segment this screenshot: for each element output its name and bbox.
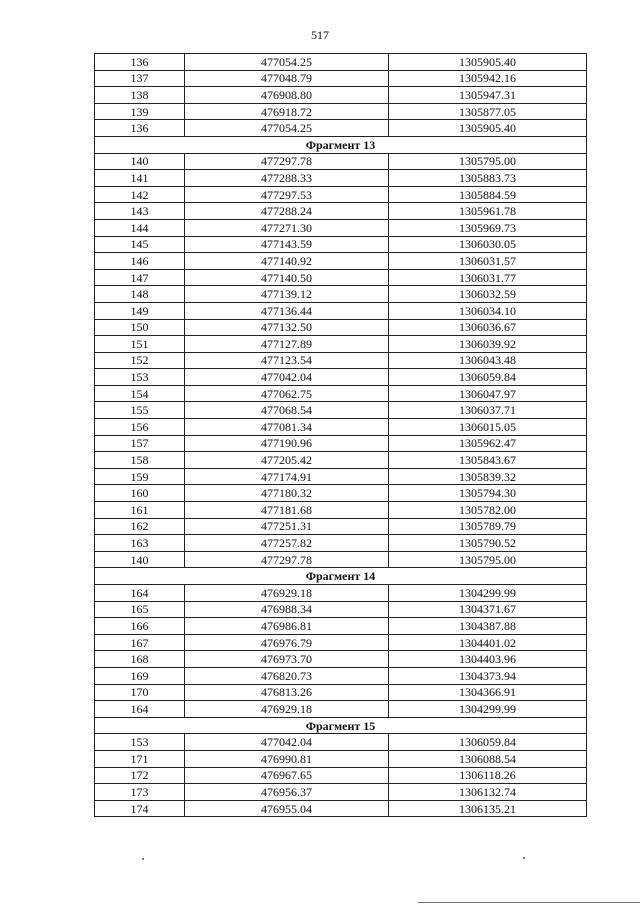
x-coordinate-cell: 477062.75	[185, 385, 389, 402]
point-number-cell: 169	[95, 667, 185, 684]
y-coordinate-cell: 1305969.73	[389, 219, 587, 236]
y-coordinate-cell: 1304401.02	[389, 634, 587, 651]
x-coordinate-cell: 476908.80	[185, 87, 389, 104]
table-row	[95, 767, 587, 784]
point-number-cell: 157	[95, 435, 185, 452]
point-number-cell: 155	[95, 402, 185, 419]
x-coordinate-cell: 477140.92	[185, 253, 389, 270]
table-row	[95, 734, 587, 751]
y-coordinate-cell: 1305843.67	[389, 452, 587, 469]
point-number-cell: 153	[95, 369, 185, 386]
fragment-label: Фрагмент 14	[95, 568, 587, 585]
point-number-cell: 154	[95, 385, 185, 402]
coordinates-table-body	[95, 54, 587, 817]
table-row	[95, 219, 587, 236]
point-number-cell: 148	[95, 286, 185, 303]
table-row	[95, 618, 587, 635]
table-row	[95, 186, 587, 203]
y-coordinate-cell: 1306015.05	[389, 419, 587, 436]
point-number-cell: 171	[95, 750, 185, 767]
point-number-cell: 140	[95, 153, 185, 170]
table-row	[95, 535, 587, 552]
y-coordinate-cell: 1306031.57	[389, 253, 587, 270]
table-row	[95, 601, 587, 618]
y-coordinate-cell: 1305962.47	[389, 435, 587, 452]
y-coordinate-cell: 1306059.84	[389, 369, 587, 386]
x-coordinate-cell: 476955.04	[185, 800, 389, 817]
table-row	[95, 253, 587, 270]
x-coordinate-cell: 477190.96	[185, 435, 389, 452]
y-coordinate-cell: 1305883.73	[389, 170, 587, 187]
point-number-cell: 142	[95, 186, 185, 203]
x-coordinate-cell: 476813.26	[185, 684, 389, 701]
x-coordinate-cell: 477297.53	[185, 186, 389, 203]
point-number-cell: 159	[95, 468, 185, 485]
y-coordinate-cell: 1306039.92	[389, 336, 587, 353]
point-number-cell: 149	[95, 302, 185, 319]
x-coordinate-cell: 476929.18	[185, 701, 389, 718]
table-row	[95, 551, 587, 568]
table-row	[95, 684, 587, 701]
y-coordinate-cell: 1306118.26	[389, 767, 587, 784]
table-row	[95, 153, 587, 170]
y-coordinate-cell: 1305794.30	[389, 485, 587, 502]
table-row	[95, 402, 587, 419]
x-coordinate-cell: 477205.42	[185, 452, 389, 469]
table-row	[95, 634, 587, 651]
point-number-cell: 147	[95, 269, 185, 286]
y-coordinate-cell: 1304373.94	[389, 667, 587, 684]
point-number-cell: 146	[95, 253, 185, 270]
point-number-cell: 168	[95, 651, 185, 668]
x-coordinate-cell: 477042.04	[185, 369, 389, 386]
x-coordinate-cell: 476990.81	[185, 750, 389, 767]
table-row	[95, 87, 587, 104]
x-coordinate-cell: 477042.04	[185, 734, 389, 751]
table-row	[95, 800, 587, 817]
y-coordinate-cell: 1306043.48	[389, 352, 587, 369]
table-row	[95, 203, 587, 220]
table-row	[95, 452, 587, 469]
point-number-cell: 136	[95, 54, 185, 71]
y-coordinate-cell: 1306032.59	[389, 286, 587, 303]
point-number-cell: 140	[95, 551, 185, 568]
table-row	[95, 667, 587, 684]
point-number-cell: 160	[95, 485, 185, 502]
fragment-header-row	[95, 717, 587, 734]
table-row	[95, 585, 587, 602]
scan-speck	[523, 857, 525, 859]
table-row	[95, 502, 587, 519]
x-coordinate-cell: 477081.34	[185, 419, 389, 436]
table-row	[95, 236, 587, 253]
point-number-cell: 161	[95, 502, 185, 519]
x-coordinate-cell: 476986.81	[185, 618, 389, 635]
x-coordinate-cell: 477132.50	[185, 319, 389, 336]
table-row	[95, 784, 587, 801]
point-number-cell: 162	[95, 518, 185, 535]
y-coordinate-cell: 1306037.71	[389, 402, 587, 419]
x-coordinate-cell: 477123.54	[185, 352, 389, 369]
y-coordinate-cell: 1305942.16	[389, 70, 587, 87]
x-coordinate-cell: 477257.82	[185, 535, 389, 552]
point-number-cell: 143	[95, 203, 185, 220]
x-coordinate-cell: 477271.30	[185, 219, 389, 236]
y-coordinate-cell: 1306047.97	[389, 385, 587, 402]
x-coordinate-cell: 476820.73	[185, 667, 389, 684]
y-coordinate-cell: 1304371.67	[389, 601, 587, 618]
table-row	[95, 70, 587, 87]
x-coordinate-cell: 477136.44	[185, 302, 389, 319]
table-row	[95, 750, 587, 767]
point-number-cell: 145	[95, 236, 185, 253]
scan-edge-line	[418, 902, 640, 903]
y-coordinate-cell: 1304366.91	[389, 684, 587, 701]
y-coordinate-cell: 1306059.84	[389, 734, 587, 751]
point-number-cell: 164	[95, 585, 185, 602]
point-number-cell: 139	[95, 103, 185, 120]
x-coordinate-cell: 477288.33	[185, 170, 389, 187]
x-coordinate-cell: 477127.89	[185, 336, 389, 353]
y-coordinate-cell: 1305790.52	[389, 535, 587, 552]
point-number-cell: 165	[95, 601, 185, 618]
fragment-header-row	[95, 568, 587, 585]
point-number-cell: 144	[95, 219, 185, 236]
point-number-cell: 166	[95, 618, 185, 635]
table-row	[95, 103, 587, 120]
y-coordinate-cell: 1305905.40	[389, 120, 587, 137]
point-number-cell: 153	[95, 734, 185, 751]
x-coordinate-cell: 477068.54	[185, 402, 389, 419]
x-coordinate-cell: 477143.59	[185, 236, 389, 253]
y-coordinate-cell: 1306034.10	[389, 302, 587, 319]
x-coordinate-cell: 476918.72	[185, 103, 389, 120]
y-coordinate-cell: 1305795.00	[389, 153, 587, 170]
y-coordinate-cell: 1306135.21	[389, 800, 587, 817]
point-number-cell: 164	[95, 701, 185, 718]
table-row	[95, 701, 587, 718]
y-coordinate-cell: 1306088.54	[389, 750, 587, 767]
x-coordinate-cell: 477048.79	[185, 70, 389, 87]
fragment-label: Фрагмент 13	[95, 136, 587, 153]
y-coordinate-cell: 1304403.96	[389, 651, 587, 668]
x-coordinate-cell: 477054.25	[185, 120, 389, 137]
table-row	[95, 518, 587, 535]
point-number-cell: 137	[95, 70, 185, 87]
scan-speck	[142, 858, 144, 860]
table-row	[95, 269, 587, 286]
y-coordinate-cell: 1306036.67	[389, 319, 587, 336]
y-coordinate-cell: 1305789.79	[389, 518, 587, 535]
y-coordinate-cell: 1306030.05	[389, 236, 587, 253]
x-coordinate-cell: 476929.18	[185, 585, 389, 602]
table-row	[95, 651, 587, 668]
point-number-cell: 138	[95, 87, 185, 104]
table-row	[95, 435, 587, 452]
x-coordinate-cell: 477180.32	[185, 485, 389, 502]
x-coordinate-cell: 476967.65	[185, 767, 389, 784]
y-coordinate-cell: 1305877.05	[389, 103, 587, 120]
point-number-cell: 174	[95, 800, 185, 817]
table-row	[95, 352, 587, 369]
y-coordinate-cell: 1305839.32	[389, 468, 587, 485]
table-row	[95, 319, 587, 336]
point-number-cell: 167	[95, 634, 185, 651]
x-coordinate-cell: 477181.68	[185, 502, 389, 519]
point-number-cell: 172	[95, 767, 185, 784]
table-row	[95, 302, 587, 319]
x-coordinate-cell: 476956.37	[185, 784, 389, 801]
y-coordinate-cell: 1304299.99	[389, 585, 587, 602]
x-coordinate-cell: 476976.79	[185, 634, 389, 651]
table-row	[95, 286, 587, 303]
y-coordinate-cell: 1305795.00	[389, 551, 587, 568]
x-coordinate-cell: 477297.78	[185, 551, 389, 568]
x-coordinate-cell: 476988.34	[185, 601, 389, 618]
table-row	[95, 54, 587, 71]
y-coordinate-cell: 1304299.99	[389, 701, 587, 718]
x-coordinate-cell: 477139.12	[185, 286, 389, 303]
point-number-cell: 158	[95, 452, 185, 469]
y-coordinate-cell: 1305782.00	[389, 502, 587, 519]
y-coordinate-cell: 1305905.40	[389, 54, 587, 71]
y-coordinate-cell: 1305947.31	[389, 87, 587, 104]
x-coordinate-cell: 477054.25	[185, 54, 389, 71]
table-row	[95, 485, 587, 502]
point-number-cell: 152	[95, 352, 185, 369]
table-row	[95, 468, 587, 485]
x-coordinate-cell: 477251.31	[185, 518, 389, 535]
x-coordinate-cell: 477174.91	[185, 468, 389, 485]
table-row	[95, 120, 587, 137]
y-coordinate-cell: 1306031.77	[389, 269, 587, 286]
y-coordinate-cell: 1305961.78	[389, 203, 587, 220]
table-row	[95, 336, 587, 353]
fragment-label: Фрагмент 15	[95, 717, 587, 734]
x-coordinate-cell: 477297.78	[185, 153, 389, 170]
point-number-cell: 141	[95, 170, 185, 187]
coordinates-table	[94, 53, 587, 817]
point-number-cell: 170	[95, 684, 185, 701]
x-coordinate-cell: 476973.70	[185, 651, 389, 668]
x-coordinate-cell: 477288.24	[185, 203, 389, 220]
x-coordinate-cell: 477140.50	[185, 269, 389, 286]
y-coordinate-cell: 1306132.74	[389, 784, 587, 801]
y-coordinate-cell: 1304387.88	[389, 618, 587, 635]
y-coordinate-cell: 1305884.59	[389, 186, 587, 203]
page-number: 517	[311, 28, 329, 42]
table-row	[95, 170, 587, 187]
point-number-cell: 173	[95, 784, 185, 801]
table-row	[95, 385, 587, 402]
point-number-cell: 150	[95, 319, 185, 336]
point-number-cell: 151	[95, 336, 185, 353]
table-row	[95, 369, 587, 386]
point-number-cell: 156	[95, 419, 185, 436]
fragment-header-row	[95, 136, 587, 153]
point-number-cell: 136	[95, 120, 185, 137]
point-number-cell: 163	[95, 535, 185, 552]
table-row	[95, 419, 587, 436]
